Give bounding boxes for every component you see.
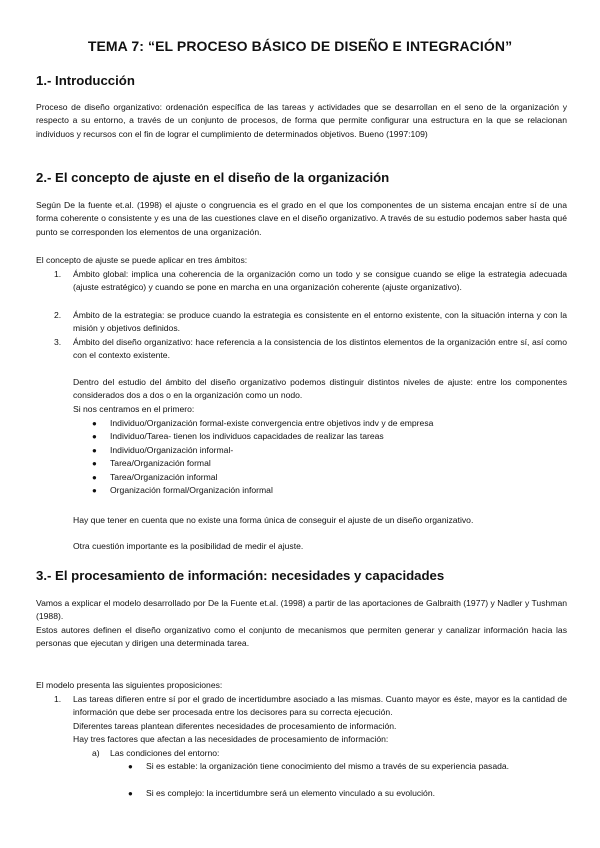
- section-1-paragraph: Proceso de diseño organizativo: ordenación específica de las tareas y actividades que se desarrollan en el seno de la organización y respecto a su entorno, a través de un conjunto de procesos, de forma que permite configurar una estructura en la que se relacionan individuos y recursos con el fin de lograr el cumplimiento de determinados objetivos. Bueno (1997:109): [36, 102, 567, 139]
- bullet-icon: ●: [92, 446, 97, 455]
- section-1-heading: 1.- Introducción: [36, 73, 135, 88]
- list-number: 2.: [54, 310, 62, 320]
- sublist-item: Las condiciones del entorno:: [110, 748, 220, 758]
- list-item: Individuo/Tarea- tienen los individuos capacidades de realizar las tareas: [110, 431, 384, 441]
- bullet-icon: ●: [128, 762, 133, 771]
- list-item: Individuo/Organización informal-: [110, 445, 234, 455]
- section-3-paragraph-1: Vamos a explicar el modelo desarrollado por De la Fuente et.al. (1998) a partir de las aportaciones de Galbraith (1977) y Nadler y Tushman (1988).: [36, 598, 567, 622]
- bullet-icon: ●: [92, 473, 97, 482]
- bullet-icon: ●: [92, 432, 97, 441]
- list-item-continuation: Hay tres factores que afectan a las necesidades de procesamiento de información:: [73, 734, 389, 744]
- bullet-icon: ●: [92, 486, 97, 495]
- list-item: Ámbito global: implica una coherencia de la organización como un todo y se consigue cuando se elige la estrategia adecuada (ajuste estratégico) y cuando se pone en marcha en una organización coherente (ajuste organizativo).: [73, 269, 567, 293]
- list-item: Las tareas difieren entre sí por el grado de incertidumbre asociado a las mismas. Cuanto mayor es éste, mayor es la cantidad de información que debe ser procesada entre los decisores para su correcta ejecución.: [73, 694, 567, 718]
- list-item: Tarea/Organización informal: [110, 472, 218, 482]
- section-2-within: Dentro del estudio del ámbito del diseño organizativo podemos distinguir distintos niveles de ajuste: entre los componentes considerados dos a dos o en la organización como un nodo.: [73, 377, 567, 401]
- list-number: 3.: [54, 337, 62, 347]
- bullet-icon: ●: [128, 789, 133, 798]
- sublist-bullet-item: Si es complejo: la incertidumbre será un elemento vinculado a su evolución.: [146, 788, 436, 798]
- list-item-continuation: Diferentes tareas plantean diferentes necesidades de procesamiento de información.: [73, 721, 397, 731]
- section-3-model: El modelo presenta las siguientes proposiciones:: [36, 680, 223, 690]
- section-2-focus: Si nos centramos en el primero:: [73, 404, 195, 414]
- list-item: Ámbito del diseño organizativo: hace referencia a la consistencia de los distintos elementos de la organización entre sí, así como con el contexto existente.: [73, 337, 567, 361]
- section-2-note-2: Otra cuestión importante es la posibilidad de medir el ajuste.: [73, 541, 304, 551]
- page-title: TEMA 7: “EL PROCESO BÁSICO DE DISEÑO E INTEGRACIÓN”: [87, 38, 513, 54]
- section-2-note-1: Hay que tener en cuenta que no existe una forma única de conseguir el ajuste de un diseño organizativo.: [73, 515, 474, 525]
- list-item: Organización formal/Organización informal: [110, 485, 273, 495]
- bullet-icon: ●: [92, 459, 97, 468]
- list-item: Tarea/Organización formal: [110, 458, 211, 468]
- section-3-heading: 3.- El procesamiento de información: necesidades y capacidades: [36, 568, 445, 583]
- list-item: Ámbito de la estrategia: se produce cuando la estrategia es consistente en el entorno existente, con la situación interna y con la misión y objetivos definidos.: [73, 310, 567, 334]
- list-item: Individuo/Organización formal-existe convergencia entre objetivos indv y de empresa: [110, 418, 434, 428]
- section-2-intro: El concepto de ajuste se puede aplicar en tres ámbitos:: [36, 255, 248, 265]
- sublist-letter: a): [92, 748, 100, 758]
- section-2-heading: 2.- El concepto de ajuste en el diseño de la organización: [36, 170, 390, 185]
- list-number: 1.: [54, 694, 62, 704]
- list-number: 1.: [54, 269, 62, 279]
- bullet-icon: ●: [92, 419, 97, 428]
- sublist-bullet-item: Si es estable: la organización tiene conocimiento del mismo a través de su experiencia pasada.: [146, 761, 510, 771]
- section-3-paragraph-2: Estos autores definen el diseño organizativo como el conjunto de mecanismos que permiten generar y canalizar información hacia las personas que ejecutan y dirigen una determinada tarea.: [36, 625, 567, 649]
- section-2-paragraph: Según De la fuente et.al. (1998) el ajuste o congruencia es el grado en el que los componentes de un sistema encajan entre sí de una forma coherente o consistente y es una de las cuestiones clave en el diseño organizativo. A través de su estudio podemos saber hasta qué punto se corresponden los elementos de una organización.: [36, 200, 567, 237]
